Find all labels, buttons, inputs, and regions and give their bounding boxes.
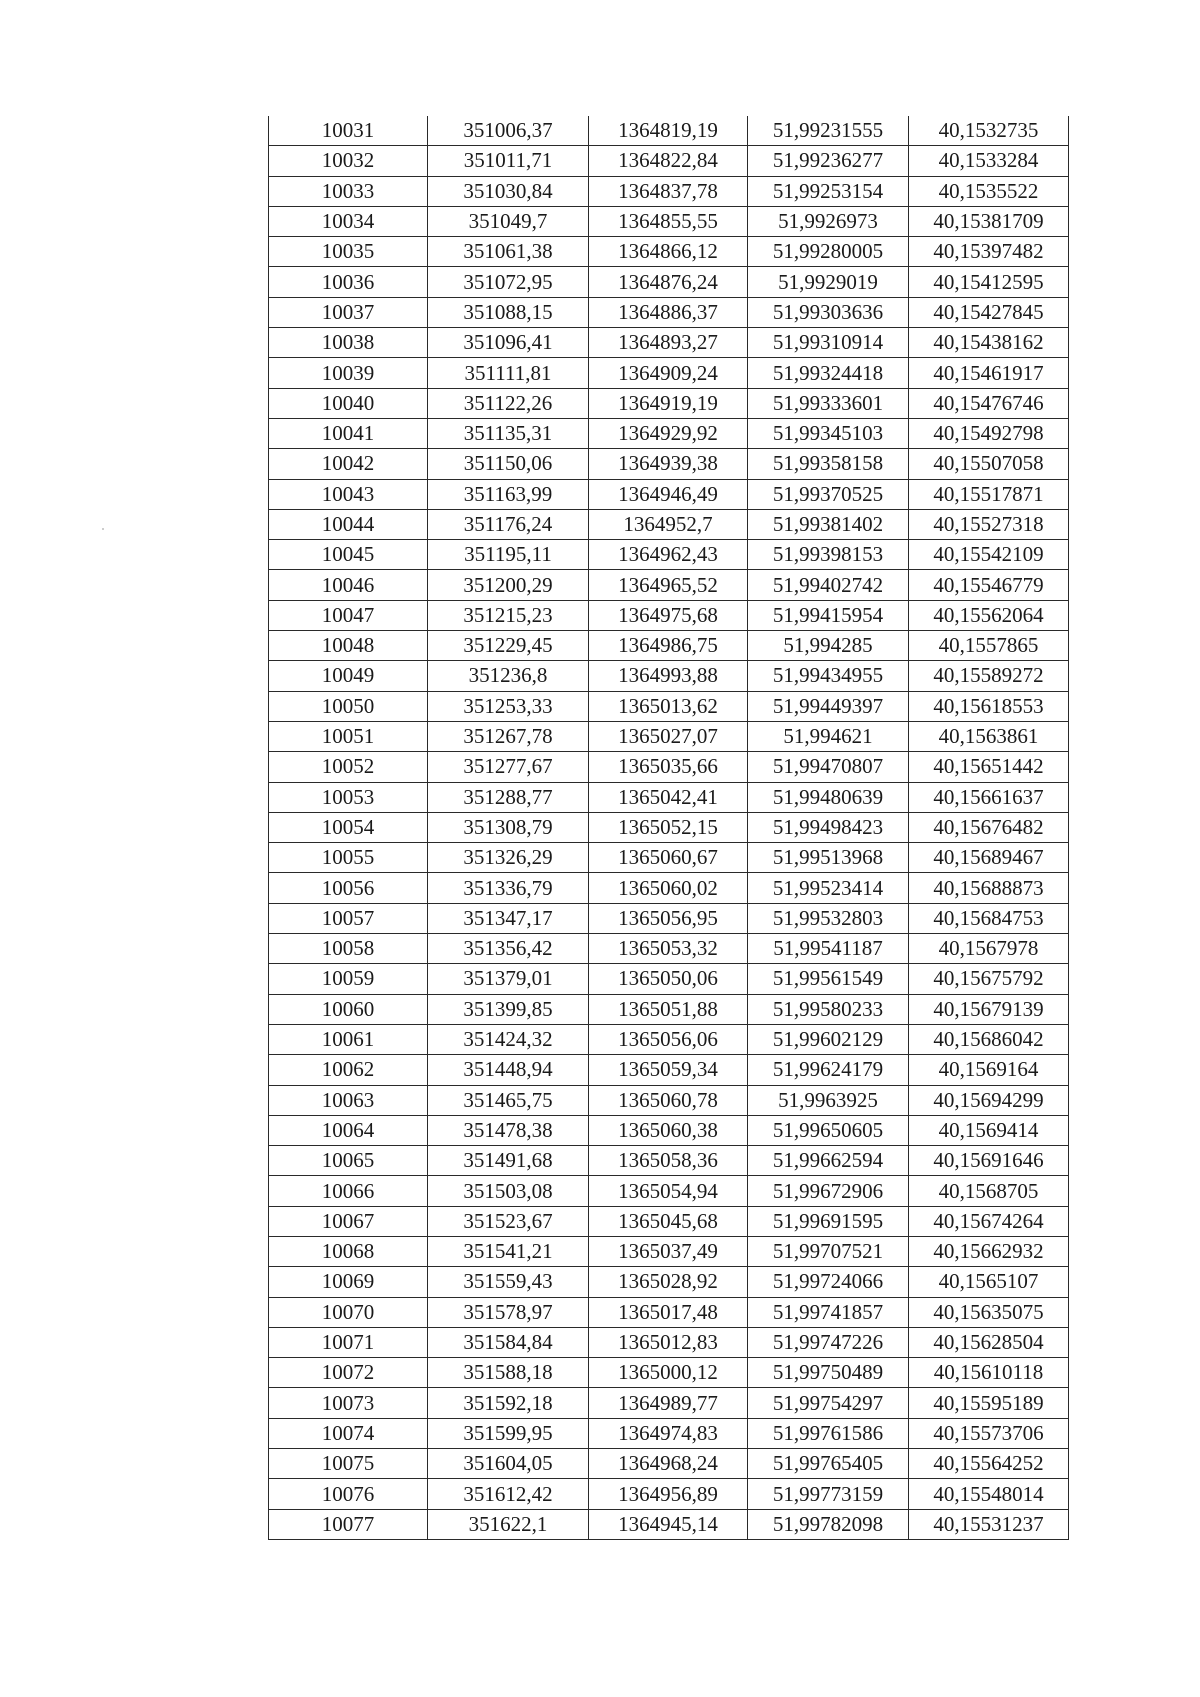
x-coordinate-cell: 351150,06 bbox=[428, 449, 589, 479]
table-row bbox=[269, 1327, 1069, 1357]
y-coordinate-cell: 1364993,88 bbox=[589, 661, 748, 691]
point-number-cell: 10068 bbox=[269, 1236, 428, 1266]
latitude-cell: 51,99523414 bbox=[748, 873, 909, 903]
point-number-cell: 10060 bbox=[269, 994, 428, 1024]
longitude-cell: 40,15662932 bbox=[909, 1236, 1069, 1266]
y-coordinate-cell: 1364819,19 bbox=[589, 116, 748, 146]
y-coordinate-cell: 1365060,67 bbox=[589, 843, 748, 873]
point-number-cell: 10041 bbox=[269, 418, 428, 448]
latitude-cell: 51,99782098 bbox=[748, 1509, 909, 1539]
table-row bbox=[269, 267, 1069, 297]
point-number-cell: 10048 bbox=[269, 631, 428, 661]
table-row bbox=[269, 1358, 1069, 1388]
longitude-cell: 40,15676482 bbox=[909, 812, 1069, 842]
point-number-cell: 10058 bbox=[269, 934, 428, 964]
longitude-cell: 40,15527318 bbox=[909, 509, 1069, 539]
point-number-cell: 10046 bbox=[269, 570, 428, 600]
longitude-cell: 40,15688873 bbox=[909, 873, 1069, 903]
latitude-cell: 51,99358158 bbox=[748, 449, 909, 479]
latitude-cell: 51,99398153 bbox=[748, 540, 909, 570]
point-number-cell: 10059 bbox=[269, 964, 428, 994]
table-row bbox=[269, 994, 1069, 1024]
y-coordinate-cell: 1364929,92 bbox=[589, 418, 748, 448]
latitude-cell: 51,99672906 bbox=[748, 1176, 909, 1206]
y-coordinate-cell: 1364975,68 bbox=[589, 600, 748, 630]
longitude-cell: 40,15618553 bbox=[909, 691, 1069, 721]
point-number-cell: 10049 bbox=[269, 661, 428, 691]
table-row bbox=[269, 1176, 1069, 1206]
x-coordinate-cell: 351491,68 bbox=[428, 1146, 589, 1176]
table-row bbox=[269, 1236, 1069, 1266]
point-number-cell: 10035 bbox=[269, 237, 428, 267]
y-coordinate-cell: 1365000,12 bbox=[589, 1358, 748, 1388]
y-coordinate-cell: 1364986,75 bbox=[589, 631, 748, 661]
table-row bbox=[269, 934, 1069, 964]
latitude-cell: 51,99750489 bbox=[748, 1358, 909, 1388]
x-coordinate-cell: 351236,8 bbox=[428, 661, 589, 691]
point-number-cell: 10052 bbox=[269, 752, 428, 782]
table-row bbox=[269, 873, 1069, 903]
point-number-cell: 10067 bbox=[269, 1206, 428, 1236]
latitude-cell: 51,99707521 bbox=[748, 1236, 909, 1266]
longitude-cell: 40,15589272 bbox=[909, 661, 1069, 691]
x-coordinate-cell: 351288,77 bbox=[428, 782, 589, 812]
latitude-cell: 51,99773159 bbox=[748, 1479, 909, 1509]
x-coordinate-cell: 351541,21 bbox=[428, 1236, 589, 1266]
longitude-cell: 40,15397482 bbox=[909, 237, 1069, 267]
x-coordinate-cell: 351215,23 bbox=[428, 600, 589, 630]
table-row bbox=[269, 691, 1069, 721]
longitude-cell: 40,1569164 bbox=[909, 1055, 1069, 1085]
point-number-cell: 10040 bbox=[269, 388, 428, 418]
x-coordinate-cell: 351604,05 bbox=[428, 1449, 589, 1479]
latitude-cell: 51,99280005 bbox=[748, 237, 909, 267]
y-coordinate-cell: 1364866,12 bbox=[589, 237, 748, 267]
x-coordinate-cell: 351011,71 bbox=[428, 146, 589, 176]
latitude-cell: 51,99561549 bbox=[748, 964, 909, 994]
table-row bbox=[269, 449, 1069, 479]
point-number-cell: 10044 bbox=[269, 509, 428, 539]
point-number-cell: 10061 bbox=[269, 1024, 428, 1054]
latitude-cell: 51,99624179 bbox=[748, 1055, 909, 1085]
table-row bbox=[269, 1206, 1069, 1236]
scan-speck bbox=[102, 528, 104, 530]
y-coordinate-cell: 1365060,78 bbox=[589, 1085, 748, 1115]
x-coordinate-cell: 351503,08 bbox=[428, 1176, 589, 1206]
longitude-cell: 40,15476746 bbox=[909, 388, 1069, 418]
x-coordinate-cell: 351523,67 bbox=[428, 1206, 589, 1236]
point-number-cell: 10043 bbox=[269, 479, 428, 509]
y-coordinate-cell: 1365028,92 bbox=[589, 1267, 748, 1297]
point-number-cell: 10077 bbox=[269, 1509, 428, 1539]
table-row bbox=[269, 812, 1069, 842]
table-row bbox=[269, 1085, 1069, 1115]
x-coordinate-cell: 351229,45 bbox=[428, 631, 589, 661]
table-row bbox=[269, 1146, 1069, 1176]
latitude-cell: 51,99449397 bbox=[748, 691, 909, 721]
table-row bbox=[269, 328, 1069, 358]
longitude-cell: 40,15651442 bbox=[909, 752, 1069, 782]
table-row bbox=[269, 206, 1069, 236]
point-number-cell: 10034 bbox=[269, 206, 428, 236]
longitude-cell: 40,15675792 bbox=[909, 964, 1069, 994]
x-coordinate-cell: 351163,99 bbox=[428, 479, 589, 509]
longitude-cell: 40,1563861 bbox=[909, 721, 1069, 751]
y-coordinate-cell: 1364946,49 bbox=[589, 479, 748, 509]
longitude-cell: 40,15542109 bbox=[909, 540, 1069, 570]
latitude-cell: 51,99754297 bbox=[748, 1388, 909, 1418]
latitude-cell: 51,9926973 bbox=[748, 206, 909, 236]
latitude-cell: 51,99724066 bbox=[748, 1267, 909, 1297]
latitude-cell: 51,99236277 bbox=[748, 146, 909, 176]
latitude-cell: 51,99470807 bbox=[748, 752, 909, 782]
latitude-cell: 51,99580233 bbox=[748, 994, 909, 1024]
y-coordinate-cell: 1364822,84 bbox=[589, 146, 748, 176]
point-number-cell: 10053 bbox=[269, 782, 428, 812]
table-row bbox=[269, 358, 1069, 388]
latitude-cell: 51,99480639 bbox=[748, 782, 909, 812]
x-coordinate-cell: 351088,15 bbox=[428, 297, 589, 327]
latitude-cell: 51,99513968 bbox=[748, 843, 909, 873]
latitude-cell: 51,99310914 bbox=[748, 328, 909, 358]
point-number-cell: 10036 bbox=[269, 267, 428, 297]
longitude-cell: 40,15635075 bbox=[909, 1297, 1069, 1327]
latitude-cell: 51,99434955 bbox=[748, 661, 909, 691]
x-coordinate-cell: 351448,94 bbox=[428, 1055, 589, 1085]
point-number-cell: 10064 bbox=[269, 1115, 428, 1145]
table-row bbox=[269, 782, 1069, 812]
table-row bbox=[269, 1267, 1069, 1297]
table-row bbox=[269, 964, 1069, 994]
longitude-cell: 40,15674264 bbox=[909, 1206, 1069, 1236]
coordinates-table-body bbox=[269, 116, 1069, 1539]
y-coordinate-cell: 1365056,06 bbox=[589, 1024, 748, 1054]
y-coordinate-cell: 1364855,55 bbox=[589, 206, 748, 236]
latitude-cell: 51,99253154 bbox=[748, 176, 909, 206]
y-coordinate-cell: 1364893,27 bbox=[589, 328, 748, 358]
x-coordinate-cell: 351612,42 bbox=[428, 1479, 589, 1509]
x-coordinate-cell: 351267,78 bbox=[428, 721, 589, 751]
y-coordinate-cell: 1365027,07 bbox=[589, 721, 748, 751]
table-row bbox=[269, 1509, 1069, 1539]
longitude-cell: 40,1535522 bbox=[909, 176, 1069, 206]
x-coordinate-cell: 351072,95 bbox=[428, 267, 589, 297]
x-coordinate-cell: 351336,79 bbox=[428, 873, 589, 903]
longitude-cell: 40,1532735 bbox=[909, 116, 1069, 146]
y-coordinate-cell: 1365035,66 bbox=[589, 752, 748, 782]
point-number-cell: 10033 bbox=[269, 176, 428, 206]
table-row bbox=[269, 903, 1069, 933]
point-number-cell: 10073 bbox=[269, 1388, 428, 1418]
table-row bbox=[269, 297, 1069, 327]
table-row bbox=[269, 631, 1069, 661]
point-number-cell: 10070 bbox=[269, 1297, 428, 1327]
table-row bbox=[269, 116, 1069, 146]
longitude-cell: 40,15595189 bbox=[909, 1388, 1069, 1418]
y-coordinate-cell: 1365054,94 bbox=[589, 1176, 748, 1206]
y-coordinate-cell: 1365053,32 bbox=[589, 934, 748, 964]
latitude-cell: 51,99333601 bbox=[748, 388, 909, 418]
latitude-cell: 51,994621 bbox=[748, 721, 909, 751]
table-row bbox=[269, 418, 1069, 448]
latitude-cell: 51,9929019 bbox=[748, 267, 909, 297]
longitude-cell: 40,15564252 bbox=[909, 1449, 1069, 1479]
point-number-cell: 10045 bbox=[269, 540, 428, 570]
x-coordinate-cell: 351578,97 bbox=[428, 1297, 589, 1327]
table-row bbox=[269, 509, 1069, 539]
latitude-cell: 51,99303636 bbox=[748, 297, 909, 327]
longitude-cell: 40,1557865 bbox=[909, 631, 1069, 661]
point-number-cell: 10076 bbox=[269, 1479, 428, 1509]
longitude-cell: 40,15694299 bbox=[909, 1085, 1069, 1115]
latitude-cell: 51,994285 bbox=[748, 631, 909, 661]
x-coordinate-cell: 351379,01 bbox=[428, 964, 589, 994]
y-coordinate-cell: 1365060,38 bbox=[589, 1115, 748, 1145]
point-number-cell: 10031 bbox=[269, 116, 428, 146]
x-coordinate-cell: 351622,1 bbox=[428, 1509, 589, 1539]
x-coordinate-cell: 351347,17 bbox=[428, 903, 589, 933]
longitude-cell: 40,15438162 bbox=[909, 328, 1069, 358]
longitude-cell: 40,15679139 bbox=[909, 994, 1069, 1024]
table-row bbox=[269, 540, 1069, 570]
point-number-cell: 10047 bbox=[269, 600, 428, 630]
longitude-cell: 40,15661637 bbox=[909, 782, 1069, 812]
y-coordinate-cell: 1365051,88 bbox=[589, 994, 748, 1024]
point-number-cell: 10050 bbox=[269, 691, 428, 721]
x-coordinate-cell: 351176,24 bbox=[428, 509, 589, 539]
coordinates-table bbox=[268, 116, 1069, 1540]
longitude-cell: 40,15573706 bbox=[909, 1418, 1069, 1448]
x-coordinate-cell: 351424,32 bbox=[428, 1024, 589, 1054]
longitude-cell: 40,15686042 bbox=[909, 1024, 1069, 1054]
latitude-cell: 51,99345103 bbox=[748, 418, 909, 448]
longitude-cell: 40,1568705 bbox=[909, 1176, 1069, 1206]
table-row bbox=[269, 1297, 1069, 1327]
latitude-cell: 51,99498423 bbox=[748, 812, 909, 842]
x-coordinate-cell: 351096,41 bbox=[428, 328, 589, 358]
longitude-cell: 40,1567978 bbox=[909, 934, 1069, 964]
x-coordinate-cell: 351200,29 bbox=[428, 570, 589, 600]
point-number-cell: 10037 bbox=[269, 297, 428, 327]
x-coordinate-cell: 351277,67 bbox=[428, 752, 589, 782]
latitude-cell: 51,99381402 bbox=[748, 509, 909, 539]
table-row bbox=[269, 176, 1069, 206]
longitude-cell: 40,15562064 bbox=[909, 600, 1069, 630]
x-coordinate-cell: 351061,38 bbox=[428, 237, 589, 267]
y-coordinate-cell: 1365045,68 bbox=[589, 1206, 748, 1236]
longitude-cell: 40,15691646 bbox=[909, 1146, 1069, 1176]
y-coordinate-cell: 1364909,24 bbox=[589, 358, 748, 388]
point-number-cell: 10074 bbox=[269, 1418, 428, 1448]
point-number-cell: 10042 bbox=[269, 449, 428, 479]
x-coordinate-cell: 351588,18 bbox=[428, 1358, 589, 1388]
table-row bbox=[269, 752, 1069, 782]
y-coordinate-cell: 1364962,43 bbox=[589, 540, 748, 570]
longitude-cell: 40,15548014 bbox=[909, 1479, 1069, 1509]
latitude-cell: 51,99231555 bbox=[748, 116, 909, 146]
x-coordinate-cell: 351584,84 bbox=[428, 1327, 589, 1357]
point-number-cell: 10051 bbox=[269, 721, 428, 751]
point-number-cell: 10054 bbox=[269, 812, 428, 842]
x-coordinate-cell: 351559,43 bbox=[428, 1267, 589, 1297]
latitude-cell: 51,99662594 bbox=[748, 1146, 909, 1176]
longitude-cell: 40,15684753 bbox=[909, 903, 1069, 933]
table-row bbox=[269, 237, 1069, 267]
table-row bbox=[269, 479, 1069, 509]
latitude-cell: 51,9963925 bbox=[748, 1085, 909, 1115]
latitude-cell: 51,99370525 bbox=[748, 479, 909, 509]
longitude-cell: 40,15546779 bbox=[909, 570, 1069, 600]
point-number-cell: 10072 bbox=[269, 1358, 428, 1388]
point-number-cell: 10066 bbox=[269, 1176, 428, 1206]
point-number-cell: 10055 bbox=[269, 843, 428, 873]
point-number-cell: 10071 bbox=[269, 1327, 428, 1357]
longitude-cell: 40,15689467 bbox=[909, 843, 1069, 873]
table-row bbox=[269, 146, 1069, 176]
latitude-cell: 51,99650605 bbox=[748, 1115, 909, 1145]
y-coordinate-cell: 1364952,7 bbox=[589, 509, 748, 539]
y-coordinate-cell: 1365017,48 bbox=[589, 1297, 748, 1327]
table-row bbox=[269, 721, 1069, 751]
y-coordinate-cell: 1364989,77 bbox=[589, 1388, 748, 1418]
y-coordinate-cell: 1365058,36 bbox=[589, 1146, 748, 1176]
latitude-cell: 51,99765405 bbox=[748, 1449, 909, 1479]
table-row bbox=[269, 388, 1069, 418]
y-coordinate-cell: 1365050,06 bbox=[589, 964, 748, 994]
y-coordinate-cell: 1364837,78 bbox=[589, 176, 748, 206]
x-coordinate-cell: 351356,42 bbox=[428, 934, 589, 964]
point-number-cell: 10063 bbox=[269, 1085, 428, 1115]
point-number-cell: 10075 bbox=[269, 1449, 428, 1479]
y-coordinate-cell: 1365042,41 bbox=[589, 782, 748, 812]
y-coordinate-cell: 1364945,14 bbox=[589, 1509, 748, 1539]
latitude-cell: 51,99324418 bbox=[748, 358, 909, 388]
point-number-cell: 10062 bbox=[269, 1055, 428, 1085]
x-coordinate-cell: 351308,79 bbox=[428, 812, 589, 842]
table-row bbox=[269, 1449, 1069, 1479]
longitude-cell: 40,15531237 bbox=[909, 1509, 1069, 1539]
x-coordinate-cell: 351049,7 bbox=[428, 206, 589, 236]
x-coordinate-cell: 351399,85 bbox=[428, 994, 589, 1024]
y-coordinate-cell: 1364965,52 bbox=[589, 570, 748, 600]
table-row bbox=[269, 1115, 1069, 1145]
x-coordinate-cell: 351465,75 bbox=[428, 1085, 589, 1115]
x-coordinate-cell: 351478,38 bbox=[428, 1115, 589, 1145]
table-row bbox=[269, 661, 1069, 691]
latitude-cell: 51,99747226 bbox=[748, 1327, 909, 1357]
longitude-cell: 40,15628504 bbox=[909, 1327, 1069, 1357]
latitude-cell: 51,99541187 bbox=[748, 934, 909, 964]
table-row bbox=[269, 843, 1069, 873]
y-coordinate-cell: 1365060,02 bbox=[589, 873, 748, 903]
y-coordinate-cell: 1364968,24 bbox=[589, 1449, 748, 1479]
x-coordinate-cell: 351135,31 bbox=[428, 418, 589, 448]
x-coordinate-cell: 351122,26 bbox=[428, 388, 589, 418]
longitude-cell: 40,1569414 bbox=[909, 1115, 1069, 1145]
latitude-cell: 51,99532803 bbox=[748, 903, 909, 933]
x-coordinate-cell: 351006,37 bbox=[428, 116, 589, 146]
longitude-cell: 40,15492798 bbox=[909, 418, 1069, 448]
y-coordinate-cell: 1364886,37 bbox=[589, 297, 748, 327]
y-coordinate-cell: 1365037,49 bbox=[589, 1236, 748, 1266]
y-coordinate-cell: 1365056,95 bbox=[589, 903, 748, 933]
longitude-cell: 40,15381709 bbox=[909, 206, 1069, 236]
y-coordinate-cell: 1364974,83 bbox=[589, 1418, 748, 1448]
point-number-cell: 10065 bbox=[269, 1146, 428, 1176]
point-number-cell: 10069 bbox=[269, 1267, 428, 1297]
y-coordinate-cell: 1364956,89 bbox=[589, 1479, 748, 1509]
latitude-cell: 51,99691595 bbox=[748, 1206, 909, 1236]
latitude-cell: 51,99415954 bbox=[748, 600, 909, 630]
latitude-cell: 51,99602129 bbox=[748, 1024, 909, 1054]
longitude-cell: 40,15517871 bbox=[909, 479, 1069, 509]
longitude-cell: 40,15412595 bbox=[909, 267, 1069, 297]
point-number-cell: 10039 bbox=[269, 358, 428, 388]
latitude-cell: 51,99741857 bbox=[748, 1297, 909, 1327]
table-row bbox=[269, 1418, 1069, 1448]
y-coordinate-cell: 1364919,19 bbox=[589, 388, 748, 418]
table-row bbox=[269, 600, 1069, 630]
x-coordinate-cell: 351030,84 bbox=[428, 176, 589, 206]
point-number-cell: 10056 bbox=[269, 873, 428, 903]
x-coordinate-cell: 351253,33 bbox=[428, 691, 589, 721]
x-coordinate-cell: 351592,18 bbox=[428, 1388, 589, 1418]
x-coordinate-cell: 351111,81 bbox=[428, 358, 589, 388]
longitude-cell: 40,15427845 bbox=[909, 297, 1069, 327]
point-number-cell: 10032 bbox=[269, 146, 428, 176]
y-coordinate-cell: 1364876,24 bbox=[589, 267, 748, 297]
y-coordinate-cell: 1365012,83 bbox=[589, 1327, 748, 1357]
table-row bbox=[269, 1055, 1069, 1085]
x-coordinate-cell: 351326,29 bbox=[428, 843, 589, 873]
table-row bbox=[269, 1479, 1069, 1509]
latitude-cell: 51,99761586 bbox=[748, 1418, 909, 1448]
x-coordinate-cell: 351599,95 bbox=[428, 1418, 589, 1448]
latitude-cell: 51,99402742 bbox=[748, 570, 909, 600]
table-row bbox=[269, 1388, 1069, 1418]
point-number-cell: 10057 bbox=[269, 903, 428, 933]
y-coordinate-cell: 1365059,34 bbox=[589, 1055, 748, 1085]
table-row bbox=[269, 1024, 1069, 1054]
y-coordinate-cell: 1364939,38 bbox=[589, 449, 748, 479]
longitude-cell: 40,1533284 bbox=[909, 146, 1069, 176]
y-coordinate-cell: 1365052,15 bbox=[589, 812, 748, 842]
longitude-cell: 40,15507058 bbox=[909, 449, 1069, 479]
x-coordinate-cell: 351195,11 bbox=[428, 540, 589, 570]
table-row bbox=[269, 570, 1069, 600]
y-coordinate-cell: 1365013,62 bbox=[589, 691, 748, 721]
longitude-cell: 40,15610118 bbox=[909, 1358, 1069, 1388]
longitude-cell: 40,1565107 bbox=[909, 1267, 1069, 1297]
longitude-cell: 40,15461917 bbox=[909, 358, 1069, 388]
point-number-cell: 10038 bbox=[269, 328, 428, 358]
